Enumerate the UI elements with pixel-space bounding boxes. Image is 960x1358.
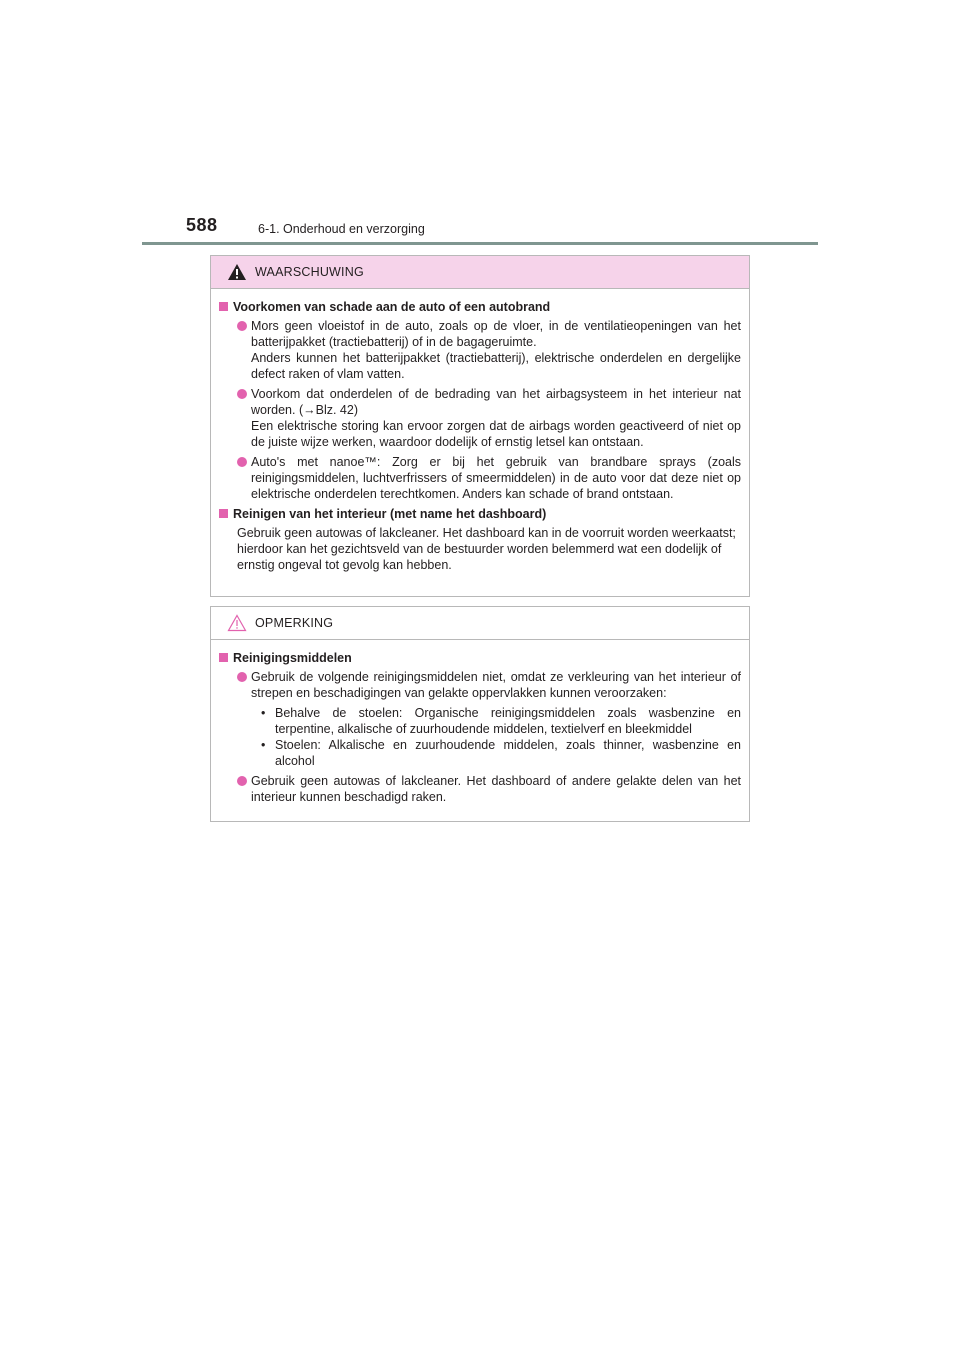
notice-heading: Reinigingsmiddelen — [219, 650, 741, 666]
warning-heading-interior: Reinigen van het interieur (met name het dashboard) — [219, 506, 741, 522]
warning-header — [211, 256, 749, 289]
notice-body — [211, 640, 749, 805]
warning-heading-damage: Voorkomen van schade aan de auto of een autobrand — [219, 299, 741, 315]
notice-box — [210, 606, 750, 822]
square-bullet-icon — [219, 653, 228, 662]
warning-interior-text: Gebruik geen autowas of lakcleaner. Het dashboard kan in de voorruit worden weerkaatst; hierdoor kan het gezichtsveld van de bestuurder worden belemmerd wat een dodelijk of ernstig ongeval tot gevolg kan hebben. — [237, 526, 736, 572]
page-number: 588 — [186, 215, 218, 235]
bullet-text: Voorkom dat onderdelen of de bedrading van het airbagsysteem in het interieur nat worden. (→Blz. 42) — [251, 387, 741, 417]
round-bullet-icon — [237, 776, 247, 786]
round-bullet-icon — [237, 457, 247, 467]
warning-bullet-spill — [219, 318, 741, 382]
bullet-text: Mors geen vloeistof in de auto, zoals op de vloer, in de ventilatieopeningen van het batterijpakket (tractiebatterij) of in de bagageruimte. — [251, 319, 741, 349]
bullet-text: Gebruik de volgende reinigingsmiddelen niet, omdat ze verkleuring van het interieur of strepen en beschadigingen van gelakte oppervlakken kunnen veroorzaken: — [251, 670, 741, 700]
warning-body — [211, 289, 749, 573]
warning-box — [210, 255, 750, 597]
notice-bullet-polish — [219, 773, 741, 805]
notice-sublist — [251, 705, 741, 769]
notice-bullet-cleaners — [219, 669, 741, 769]
warning-bullet-nanoe — [219, 454, 741, 502]
warning-title: WAARSCHUWING — [255, 265, 364, 279]
notice-triangle-icon — [227, 614, 247, 632]
round-bullet-icon — [237, 389, 247, 399]
square-bullet-icon — [219, 302, 228, 311]
warning-triangle-icon — [227, 263, 247, 281]
page-header — [0, 0, 960, 250]
section-title: 6-1. Onderhoud en verzorging — [258, 222, 425, 236]
bullet-text: Gebruik geen autowas of lakcleaner. Het dashboard of andere gelakte delen van het interieur kunnen beschadigd raken. — [251, 774, 741, 804]
warning-bullet-airbag — [219, 386, 741, 450]
round-bullet-icon — [237, 321, 247, 331]
list-item: • Stoelen: Alkalische en zuurhoudende middelen, zoals thinner, wasbenzine en alcohol — [261, 738, 741, 768]
notice-header — [211, 607, 749, 640]
bullet-text: Een elektrische storing kan ervoor zorgen dat de airbags worden geactiveerd of niet op de juiste wijze werken, waardoor dodelijk of ernstig letsel kan ontstaan. — [251, 419, 741, 449]
header-rule — [142, 242, 818, 245]
square-bullet-icon — [219, 509, 228, 518]
round-bullet-icon — [237, 672, 247, 682]
list-item: • Behalve de stoelen: Organische reinigingsmiddelen zoals wasbenzine en terpentine, alkalische of zuurhoudende middelen, textielverf en bleekmiddel — [261, 706, 741, 736]
bullet-text: Auto's met nanoe™: Zorg er bij het gebruik van brandbare sprays (zoals reinigingsmiddelen, luchtverfrissers of smeermiddelen) in de auto voor dat deze niet op elektrische onderdelen terechtkomen. Anders kan schade of brand ontstaan. — [251, 455, 741, 501]
bullet-text: Anders kunnen het batterijpakket (tractiebatterij), elektrische onderdelen en dergelijke defect raken of vlam vatten. — [251, 351, 741, 381]
notice-title: OPMERKING — [255, 616, 334, 630]
